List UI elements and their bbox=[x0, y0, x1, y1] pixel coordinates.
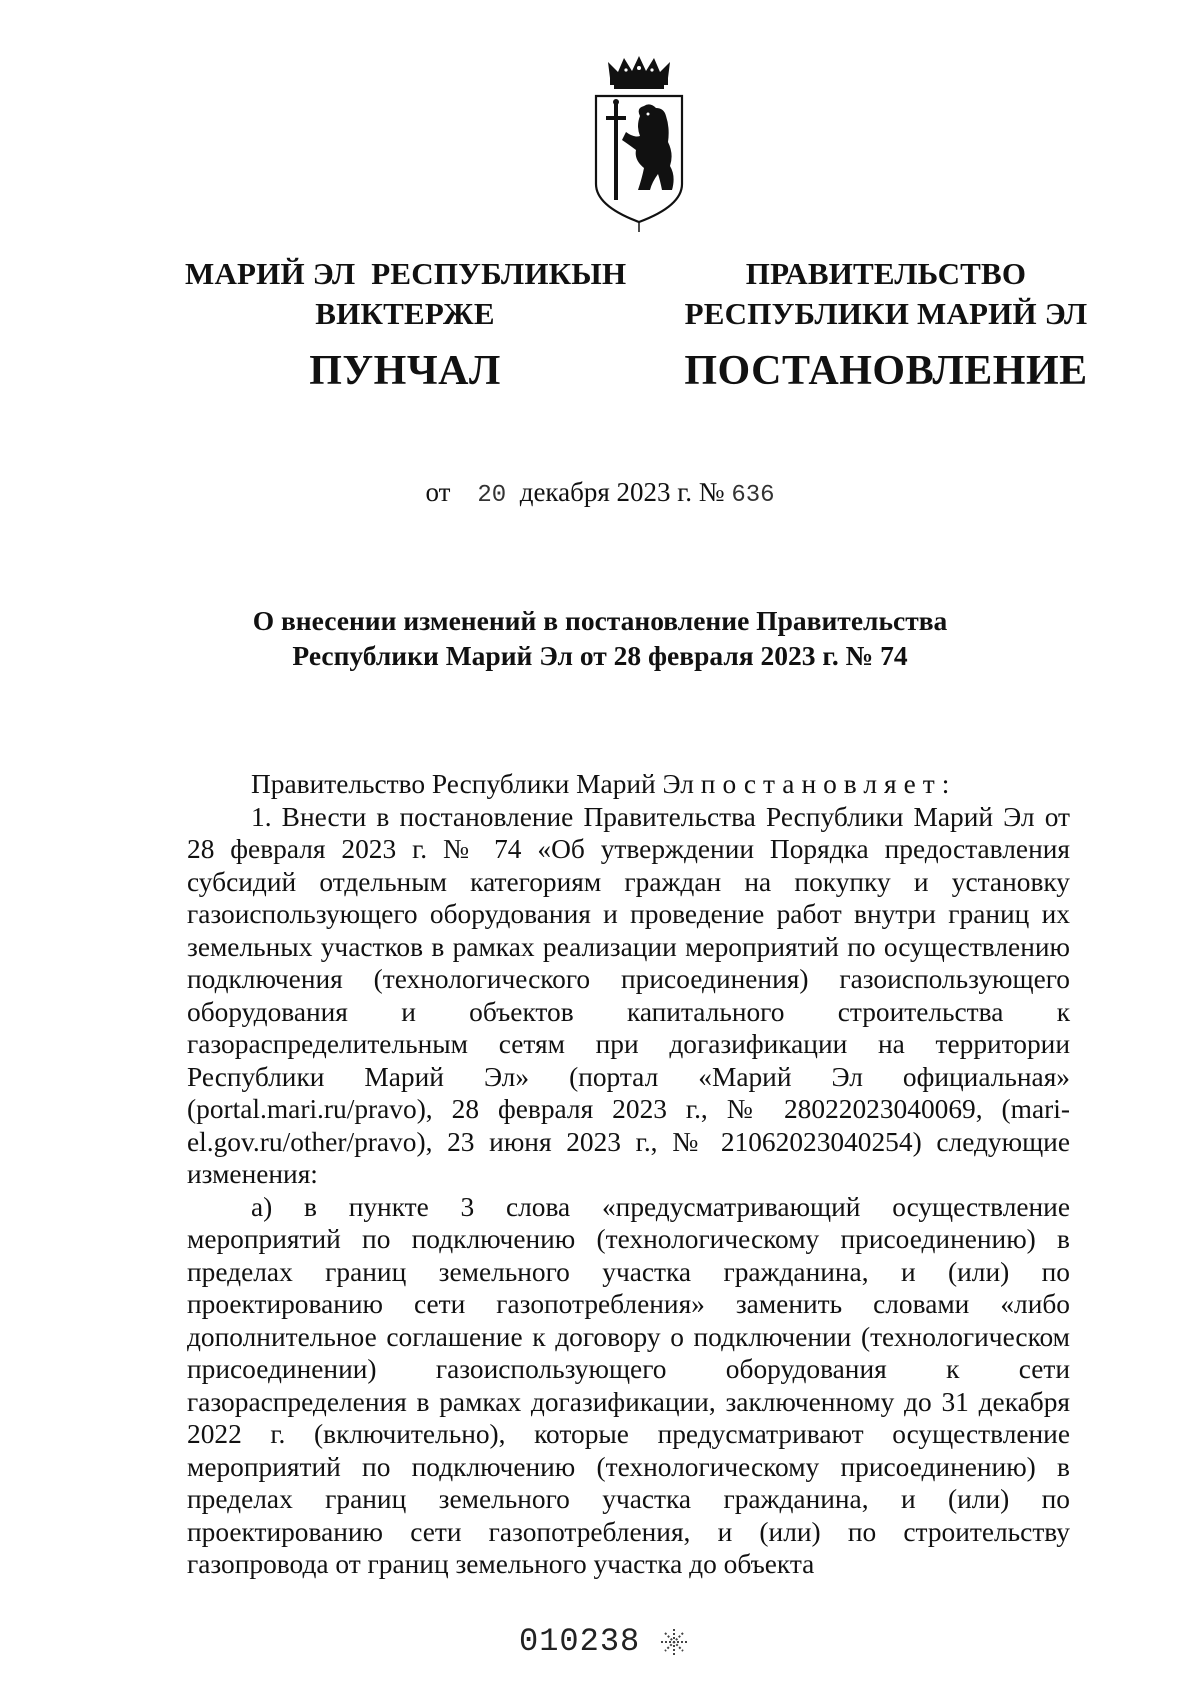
header-left-line2: ВИКТЕРЖЕ bbox=[315, 296, 495, 331]
header-left-doc-type: ПУНЧАЛ bbox=[309, 348, 501, 394]
document-body bbox=[187, 768, 1070, 1581]
header-right-line2: РЕСПУБЛИКИ МАРИЙ ЭЛ bbox=[684, 296, 1088, 331]
asterisk-stamp-icon bbox=[658, 1626, 690, 1658]
date-line bbox=[0, 477, 1200, 509]
document-number: 636 bbox=[731, 482, 775, 509]
date-prefix: от bbox=[425, 477, 451, 507]
paragraph-1: 1. Внести в постановление Правительства Республики Марий Эл от 28 февраля 2023 г. № 74 «Об утверждении Порядка предоставления субсидий отдельным категориям граждан на покупку и установку газоиспользующего оборудования и проведение работ внутри границ их земельных участков в рамках реализации мероприятий по осуществлению подключения (технологического присоединения) газоиспользующего оборудования и объектов капитального строительства к газораспределительным сетям при догазификации на территории Республики Марий Эл» (портал «Марий Эл официальная» (portal.mari.ru/pravo), 28 февраля 2023 г., № 28022023040069, (mari-el.gov.ru/other/pravo), 23 июня 2023 г., № 21062023040254) следующие изменения: bbox=[187, 801, 1070, 1189]
date-day: 20 bbox=[477, 482, 507, 509]
header-left bbox=[185, 254, 625, 396]
coat-of-arms-icon bbox=[588, 56, 690, 234]
title-line2: Республики Марий Эл от 28 февраля 2023 г. № 74 bbox=[292, 640, 908, 671]
header-left-line1: МАРИЙ ЭЛ РЕСПУБЛИКЫН bbox=[185, 256, 627, 291]
paragraph-a: а) в пункте 3 слова «предусматривающий осуществление мероприятий по подключению (технологическому присоединению) в пределах границ земельного участка гражданина, и (или) по проектированию сети газопотребления» заменить словами «либо дополнительное соглашение к договору о подключении (технологическом присоединении) газоиспользующего оборудования к сети газораспределения в рамках догазификации, заключенному до 31 декабря 2022 г. (включительно), которые предусматривают осуществление мероприятий по подключению (технологическому присоединению) в пределах границ земельного участка гражданина, и (или) по проектированию сети газопотребления, и (или) по строительству газопровода от границ земельного участка до объекта bbox=[187, 1191, 1070, 1579]
intro-verb: постановляет: bbox=[700, 769, 957, 799]
intro-text: Правительство Республики Марий Эл bbox=[251, 769, 701, 799]
intro-paragraph bbox=[187, 768, 1070, 801]
header-right-doc-type: ПОСТАНОВЛЕНИЕ bbox=[684, 348, 1088, 394]
date-month-year: декабря 2023 г. № bbox=[519, 477, 725, 507]
serial-number: 010238 bbox=[519, 1623, 641, 1660]
document-title bbox=[150, 603, 1050, 673]
header-right bbox=[666, 254, 1106, 396]
title-line1: О внесении изменений в постановление Правительства bbox=[252, 605, 948, 636]
header-right-line1: ПРАВИТЕЛЬСТВО bbox=[745, 256, 1027, 291]
